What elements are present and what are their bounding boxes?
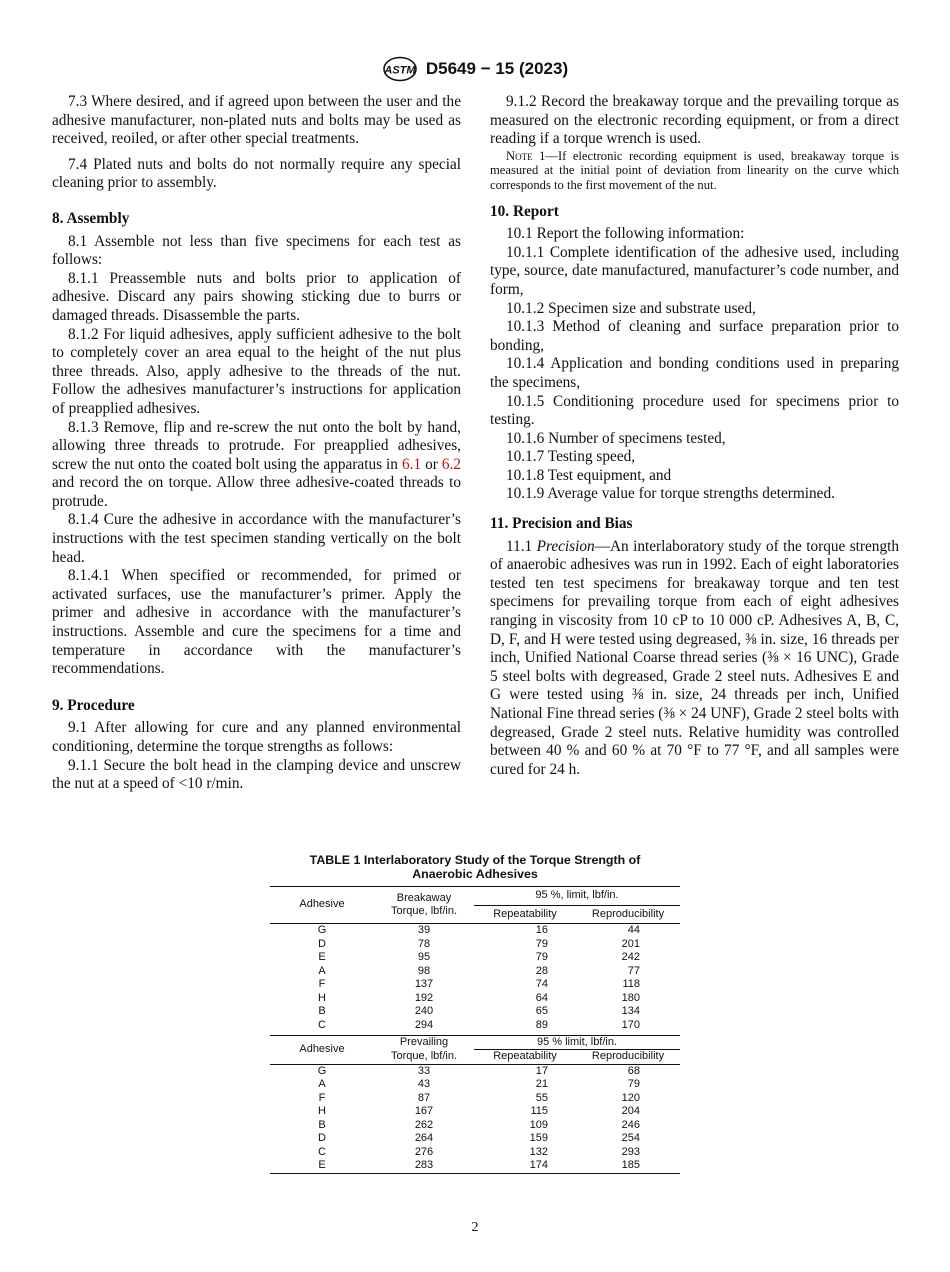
prevailing-header-torque-line-2: Torque, lbf/in. (374, 1050, 474, 1065)
breakaway-row (270, 992, 680, 1006)
section-10-1-4: 10.1.4 Application and bonding conditions used in preparing the specimens, (490, 355, 899, 391)
prevailing-cell-torque: 87 (417, 1091, 431, 1104)
breakaway-row (270, 924, 680, 938)
prevailing-cell-reproducibility: 293 (621, 1145, 640, 1158)
breakaway-cell-torque: 137 (414, 978, 434, 990)
prevailing-cell-adhesive: G (317, 1064, 327, 1077)
section-8-1-3-text-a: 8.1.3 Remove, flip and re-screw the nut onto the bolt by hand, allowing three threads to protrude. For preapplied adhesives, screw the nut onto the coated bolt using the apparatus in (52, 418, 461, 473)
section-10-1-6: 10.1.6 Number of specimens tested, (506, 429, 726, 447)
prevailing-cell-repeatability: 109 (529, 1118, 548, 1131)
breakaway-cell-reproducibility: 201 (621, 937, 640, 950)
prevailing-cell-adhesive: A (318, 1078, 326, 1090)
breakaway-cell-torque: 192 (414, 991, 434, 1004)
breakaway-header-repeatability: Repeatability (474, 905, 576, 924)
prevailing-cell-repeatability: 17 (535, 1064, 548, 1077)
astm-logo-text: ASTM (384, 64, 416, 77)
prevailing-cell-repeatability: 21 (535, 1078, 548, 1090)
breakaway-cell-reproducibility: 134 (621, 1005, 640, 1017)
breakaway-cell-reproducibility: 170 (621, 1018, 640, 1031)
link-section-6-2[interactable]: 6.2 (441, 455, 461, 473)
prevailing-cell-torque: 167 (414, 1105, 434, 1117)
prevailing-cell-torque: 276 (414, 1145, 434, 1158)
prevailing-cell-torque: 33 (417, 1064, 431, 1077)
document-designation: D5649 − 15 (2023) (425, 59, 569, 78)
breakaway-cell-adhesive: H (318, 991, 326, 1004)
prevailing-row (270, 1146, 680, 1160)
breakaway-cell-repeatability: 74 (535, 978, 548, 990)
prevailing-cell-torque: 262 (414, 1118, 434, 1131)
breakaway-cell-reproducibility: 180 (621, 991, 640, 1004)
breakaway-row (270, 938, 680, 952)
breakaway-cell-adhesive: C (318, 1018, 326, 1031)
note-label: Note 1 (506, 148, 546, 163)
prevailing-row (270, 1078, 680, 1092)
heading-precision-bias: 11. Precision and Bias (490, 515, 633, 533)
breakaway-cell-adhesive: E (318, 951, 326, 963)
section-8-1-1: 8.1.1 Preassemble nuts and bolts prior to application of adhesive. Discard any pairs showing sticking due to burrs or damaged threads. Disassemble the parts. (52, 269, 461, 324)
section-10-1-5: 10.1.5 Conditioning procedure used for specimens prior to testing. (490, 392, 899, 429)
section-7-3: 7.3 Where desired, and if agreed upon between the user and the adhesive manufacturer, non-plated nuts and bolts may be used as received, reoiled, or after other special treatments. (52, 93, 461, 148)
prevailing-row (270, 1064, 680, 1078)
section-10-1-2: 10.1.2 Specimen size and substrate used, (506, 299, 756, 317)
breakaway-cell-repeatability: 79 (535, 951, 548, 963)
section-10-1-1: 10.1.1 Complete identification of the adhesive used, including type, source, date manufactured, manufacturer’s code number, and form, (490, 243, 899, 298)
page-header (0, 56, 950, 82)
note-1 (490, 149, 899, 193)
breakaway-cell-repeatability: 79 (535, 937, 548, 950)
prevailing-cell-reproducibility: 185 (621, 1159, 640, 1171)
section-10-1: 10.1 Report the following information: (506, 225, 745, 243)
note-text: —If electronic recording equipment is used, breakaway torque is measured at the initial point of deviation from linearity on the curve which corresponds to the first movement of the nut. (490, 148, 899, 192)
section-9-1: 9.1 After allowing for cure and any planned environmental conditioning, determine the torque strengths as follows: (52, 719, 461, 755)
breakaway-cell-adhesive: F (318, 978, 326, 990)
prevailing-cell-adhesive: E (318, 1159, 326, 1171)
prevailing-row (270, 1159, 680, 1173)
right-column (490, 93, 899, 779)
breakaway-cell-reproducibility: 118 (622, 978, 640, 990)
prevailing-cell-reproducibility: 79 (627, 1078, 640, 1090)
section-8-1-2: 8.1.2 For liquid adhesives, apply sufficient adhesive to the bolt to completely cover an area equal to the height of the nut plus three threads. Also, apply adhesive to the threads of the nut. Follow the adhesives manufacturer’s instructions for application of preapplied adhesives. (52, 325, 461, 417)
section-10-1-8: 10.1.8 Test equipment, and (506, 466, 672, 484)
prevailing-header-adhesive: Adhesive (270, 1035, 374, 1064)
breakaway-cell-reproducibility: 77 (627, 964, 640, 977)
prevailing-cell-reproducibility: 204 (621, 1105, 640, 1117)
breakaway-row (270, 965, 680, 979)
section-8-1-3-text-b: and record the on torque. Allow three adhesive-coated threads to protrude. (52, 474, 461, 510)
breakaway-row (270, 1005, 680, 1019)
breakaway-row (270, 951, 680, 965)
prevailing-cell-torque: 283 (414, 1159, 434, 1171)
breakaway-header-torque-line-2: Torque, lbf/in. (390, 905, 458, 917)
heading-report: 10. Report (490, 202, 559, 220)
prevailing-cell-reproducibility: 254 (621, 1132, 640, 1144)
table-caption (270, 853, 680, 881)
astm-logo-icon (382, 56, 418, 82)
breakaway-cell-adhesive: D (318, 937, 326, 950)
prevailing-cell-reproducibility: 246 (621, 1118, 640, 1131)
section-10-1-7: 10.1.7 Testing speed, (506, 448, 636, 466)
left-column (52, 93, 461, 794)
section-11-1 (490, 538, 899, 780)
breakaway-cell-torque: 98 (417, 964, 431, 977)
breakaway-cell-repeatability: 16 (535, 924, 548, 936)
prevailing-cell-adhesive: H (318, 1105, 326, 1117)
table-caption-line-2: Anaerobic Adhesives (412, 867, 538, 881)
breakaway-cell-repeatability: 89 (535, 1018, 548, 1031)
breakaway-cell-torque: 95 (417, 951, 431, 963)
section-9-1-1: 9.1.1 Secure the bolt head in the clamping device and unscrew the nut at a speed of <10 r/min. (52, 756, 461, 793)
prevailing-cell-adhesive: F (318, 1091, 326, 1104)
link-section-6-1[interactable]: 6.1 (401, 455, 422, 473)
section-7-4: 7.4 Plated nuts and bolts do not normally require any special cleaning prior to assembly. (52, 155, 461, 192)
breakaway-cell-torque: 39 (417, 924, 431, 936)
prevailing-cell-repeatability: 174 (529, 1159, 548, 1171)
breakaway-header-torque-line-1: Breakaway (396, 891, 452, 904)
prevailing-header-reproducibility: Reproducibility (576, 1050, 680, 1065)
section-11-1-term: Precision (536, 537, 595, 555)
breakaway-cell-reproducibility: 242 (621, 951, 640, 963)
torque-strength-table (270, 886, 680, 1174)
breakaway-row (270, 978, 680, 992)
breakaway-cell-reproducibility: 44 (627, 924, 640, 936)
breakaway-row (270, 1019, 680, 1033)
prevailing-row (270, 1105, 680, 1119)
breakaway-cell-adhesive: B (318, 1005, 326, 1017)
breakaway-cell-repeatability: 65 (535, 1005, 548, 1017)
section-8-1: 8.1 Assemble not less than five specimens for each test as follows: (52, 232, 461, 269)
section-8-1-4-1: 8.1.4.1 When specified or recommended, for primed or activated surfaces, use the manufacturer’s primer. Apply the primer and adhesive in accordance with the manufacturer’s instructions. Assemble and cure the specimens for a time and temperature in accordance with the manufacturer’s recommendations. (52, 567, 461, 678)
section-11-1-text: —An interlaboratory study of the torque strength of anaerobic adhesives was run in 1992. Each of eight laboratories tested ten test specimens for breakaway torque and ten test specimens for prevailing torque from each of eight adhesives ranging in viscosity from 10 cP to 10 000 cP. Adhesives A, B, C, D, F, and H were tested using degreased, ⅜ in. size, 16 threads per inch, Unified National Coarse thread series (⅜ × 16 UNC), Grade 5 steel bolts with degreased, Grade 2 steel nuts. Adhesives E and G were tested using ⅜ in. size, 24 threads per inch, Unified National Fine thread series (⅜ × 24 UNF), Grade 2 steel bolts with degreased, Grade 2 steel nuts. Relative humidity was controlled between 40 % and 60 % at 70 °F to 77 °F, and all samples were cured for 24 h. (490, 537, 899, 778)
section-11-1-number: 11.1 (506, 537, 537, 555)
prevailing-header-repeatability: Repeatability (474, 1050, 576, 1065)
prevailing-cell-torque: 43 (417, 1078, 431, 1090)
prevailing-cell-adhesive: C (318, 1145, 326, 1158)
prevailing-cell-reproducibility: 68 (627, 1064, 640, 1077)
prevailing-row (270, 1119, 680, 1133)
prevailing-cell-adhesive: B (318, 1118, 326, 1131)
prevailing-cell-repeatability: 159 (529, 1132, 548, 1144)
section-10-1-3: 10.1.3 Method of cleaning and surface preparation prior to bonding, (490, 318, 899, 354)
prevailing-cell-repeatability: 132 (529, 1145, 548, 1158)
prevailing-cell-adhesive: D (318, 1132, 326, 1144)
prevailing-header-limit: 95 % limit, lbf/in. (474, 1035, 680, 1050)
prevailing-header-torque-line-1: Prevailing (399, 1035, 449, 1048)
heading-assembly: 8. Assembly (52, 209, 130, 227)
table-caption-line-1: TABLE 1 Interlaboratory Study of the Torque Strength of (309, 853, 641, 867)
breakaway-cell-adhesive: G (317, 924, 327, 936)
section-8-1-3-or: or (421, 455, 442, 473)
section-8-1-4: 8.1.4 Cure the adhesive in accordance with the manufacturer’s instructions with the test specimen standing vertically on the bolt head. (52, 511, 461, 566)
breakaway-header-adhesive: Adhesive (270, 887, 374, 924)
breakaway-cell-torque: 294 (414, 1018, 434, 1031)
section-10-1-9: 10.1.9 Average value for torque strengths determined. (506, 485, 835, 503)
breakaway-cell-torque: 240 (414, 1005, 434, 1017)
section-8-1-3 (52, 419, 461, 512)
prevailing-cell-reproducibility: 120 (621, 1091, 640, 1104)
breakaway-header-reproducibility: Reproducibility (576, 905, 680, 924)
breakaway-cell-torque: 78 (417, 937, 431, 950)
prevailing-cell-torque: 264 (414, 1132, 434, 1144)
breakaway-header-limit: 95 %, limit, lbf/in. (474, 887, 680, 906)
page-number: 2 (471, 1220, 479, 1235)
breakaway-header-torque (374, 887, 474, 924)
prevailing-cell-repeatability: 55 (535, 1091, 548, 1104)
section-9-1-2: 9.1.2 Record the breakaway torque and the prevailing torque as measured on the electronic recording equipment, or from a direct reading if a torque wrench is used. (490, 93, 899, 148)
prevailing-row (270, 1132, 680, 1146)
heading-procedure: 9. Procedure (52, 696, 135, 714)
breakaway-cell-repeatability: 64 (535, 991, 548, 1004)
prevailing-cell-repeatability: 115 (530, 1105, 548, 1117)
breakaway-cell-adhesive: A (318, 964, 326, 977)
prevailing-row (270, 1092, 680, 1106)
breakaway-cell-repeatability: 28 (535, 964, 548, 977)
